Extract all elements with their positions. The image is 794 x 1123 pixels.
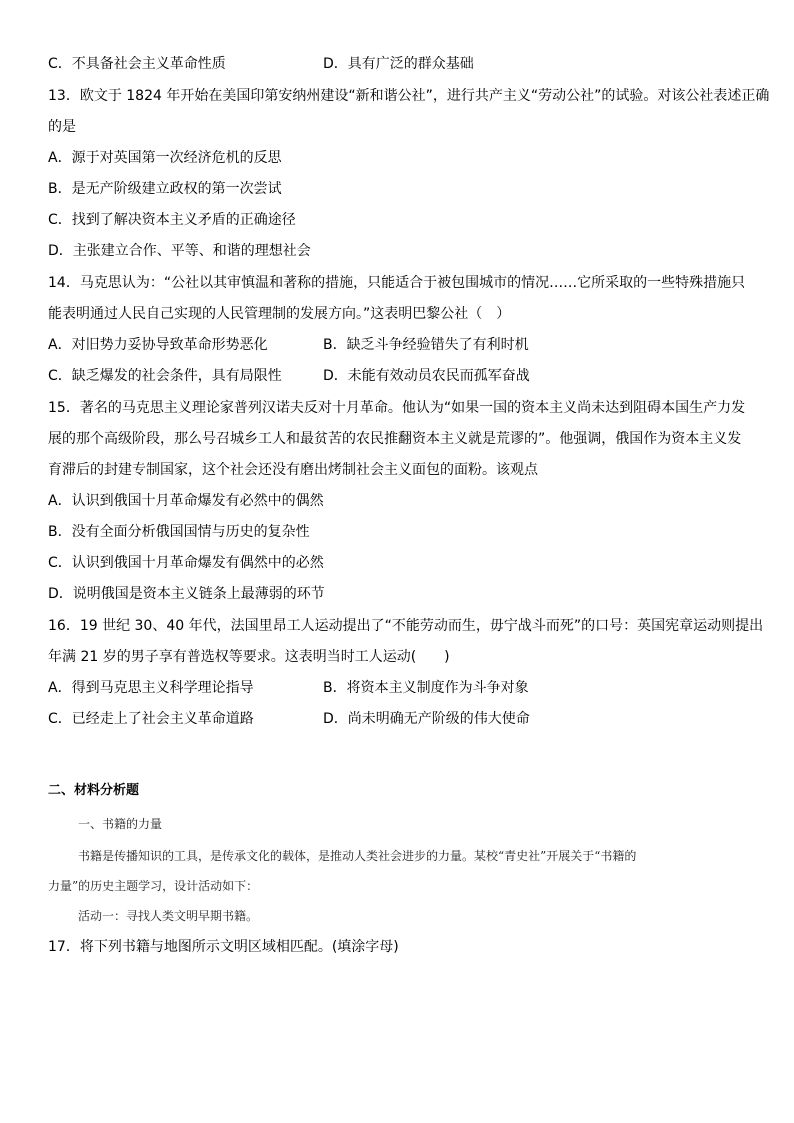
q13-option-c: C．找到了解决资本主义矛盾的正确途径	[48, 212, 296, 228]
section-subheading: 一、书籍的力量	[78, 817, 163, 831]
q15-option-d: D．说明俄国是资本主义链条上最薄弱的环节	[48, 586, 325, 602]
q15-option-b: B．没有全面分析俄国国情与历史的复杂性	[48, 524, 310, 540]
q13-option-a: A．源于对英国第一次经济危机的反思	[48, 150, 282, 166]
q13-stem-line1: 13．欧文于 1824 年开始在美国印第安纳州建设“新和谐公社”，进行共产主义“劳动公社”的试验。对该公社表述正确	[48, 88, 770, 104]
q16-stem-line2: 年满 21 岁的男子享有普选权等要求。这表明当时工人运动( )	[48, 649, 450, 665]
q14-stem-line2: 能表明通过人民自己实现的人民管理制的发展方向。”这表明巴黎公社（ ）	[48, 306, 511, 322]
q12-option-c: C．不具备社会主义革命性质	[48, 56, 226, 72]
q14-option-c: C．缺乏爆发的社会条件，具有局限性	[48, 368, 282, 384]
q14-option-b: B．缺乏斗争经验错失了有利时机	[323, 337, 529, 353]
q15-option-c: C．认识到俄国十月革命爆发有偶然中的必然	[48, 555, 324, 571]
q17-stem: 17．将下列书籍与地图所示文明区域相匹配。(填涂字母)	[48, 939, 399, 955]
q15-option-a: A．认识到俄国十月革命爆发有必然中的偶然	[48, 493, 324, 509]
q16-option-d: D．尚未明确无产阶级的伟大使命	[323, 711, 530, 727]
q13-option-d: D．主张建立合作、平等、和谐的理想社会	[48, 243, 311, 259]
q14-stem-line1: 14．马克思认为：“公社以其审慎温和著称的措施，只能适合于被包围城市的情况……它所采取的一些特殊措施只	[48, 275, 746, 291]
section-activity1: 活动一：寻找人类文明早期书籍。	[78, 909, 259, 923]
q14-option-a: A．对旧势力妥协导致革命形势恶化	[48, 337, 268, 353]
q14-option-d: D．未能有效动员农民而孤军奋战	[323, 368, 530, 384]
q13-option-b: B．是无产阶级建立政权的第一次尝试	[48, 181, 282, 197]
section-intro-line1: 书籍是传播知识的工具，是传承文化的载体，是推动人类社会进步的力量。某校“青史社”开展关于“书籍的	[78, 849, 637, 863]
q12-option-d: D．具有广泛的群众基础	[323, 56, 474, 72]
section-heading: 二、材料分析题	[48, 783, 140, 798]
q16-stem-line1: 16．19 世纪 30、40 年代，法国里昂工人运动提出了“不能劳动而生，毋宁战斗而死”的口号：英国宪章运动则提出	[48, 618, 764, 634]
section-intro-line2: 力量”的历史主题学习，设计活动如下：	[48, 879, 259, 893]
q16-option-b: B．将资本主义制度作为斗争对象	[323, 680, 529, 696]
q15-stem-line3: 育滞后的封建专制国家，这个社会还没有磨出烤制社会主义面包的面粉。该观点	[48, 462, 538, 478]
q16-option-c: C．已经走上了社会主义革命道路	[48, 711, 254, 727]
q15-stem-line1: 15．著名的马克思主义理论家普列汉诺夫反对十月革命。他认为“如果一国的资本主义尚未达到阻碍本国生产力发	[48, 400, 746, 416]
q15-stem-line2: 展的那个高级阶段，那么号召城乡工人和最贫苦的农民推翻资本主义就是荒谬的”。他强调，俄国作为资本主义发	[48, 431, 742, 447]
q13-stem-line2: 的是	[48, 119, 76, 135]
q16-option-a: A．得到马克思主义科学理论指导	[48, 680, 254, 696]
